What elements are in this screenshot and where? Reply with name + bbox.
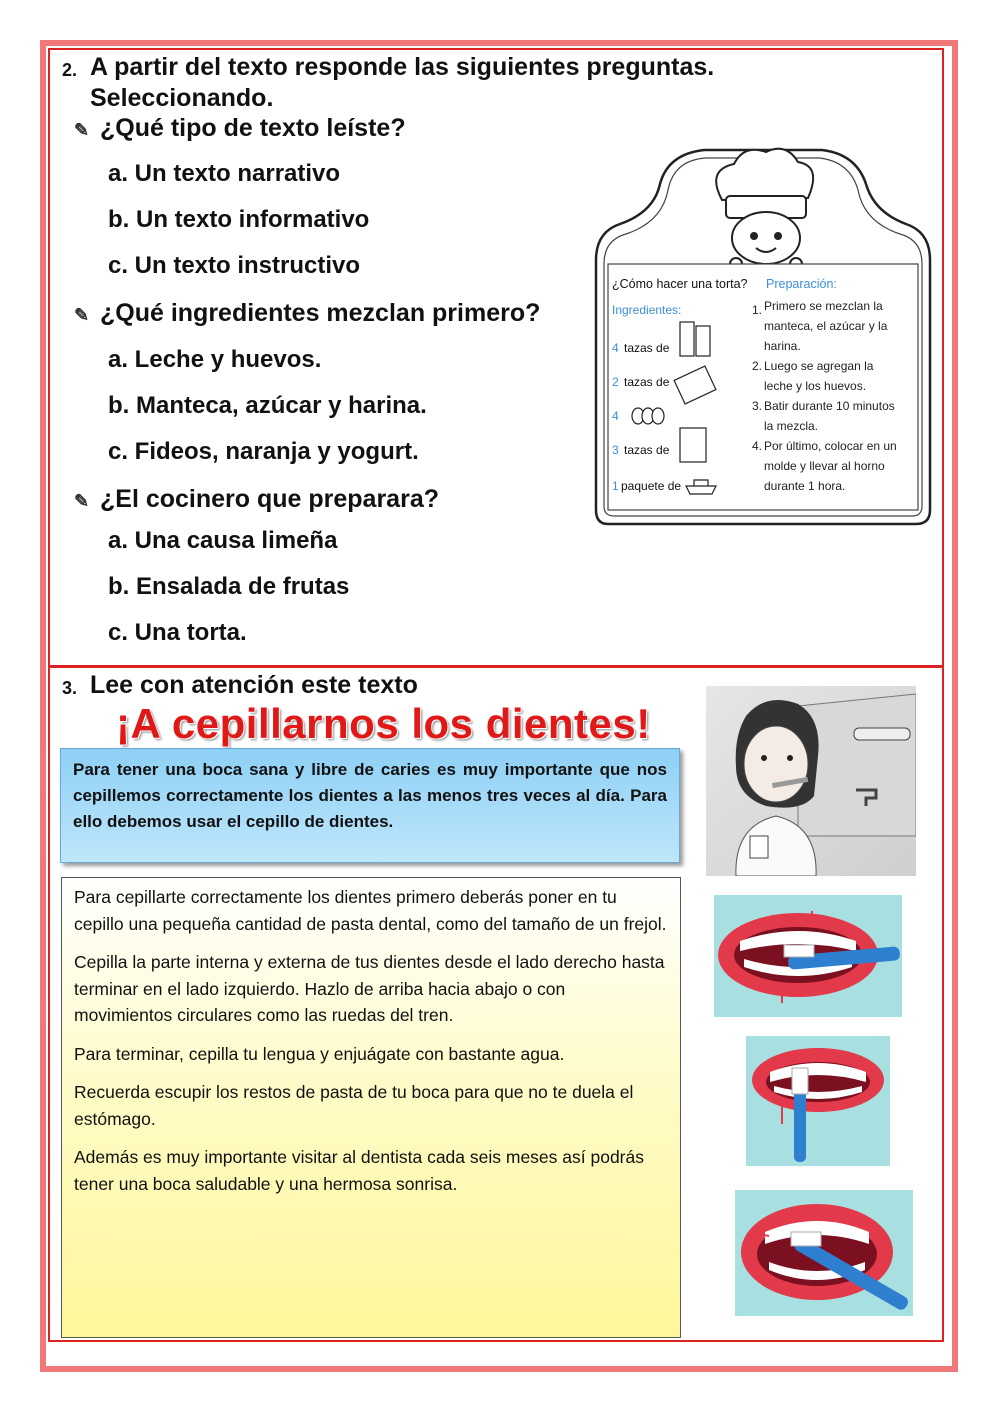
step-number: 3.	[752, 399, 763, 413]
reading-box	[61, 877, 681, 1338]
q2-heading	[90, 52, 714, 114]
flour-bag-icon	[680, 428, 706, 462]
reading-paragraph: Cepilla la parte interna y externa de tus dientes desde el lado derecho hasta terminar en el lado izquierdo. Hazlo de arriba hacia abajo o con movimientos circulares como las ruedas del tren.	[74, 952, 665, 1025]
reading-paragraph: Para cepillarte correctamente los dientes primero deberás poner en tu cepillo una pequeña cantidad de pasta dental, como del tamaño de un frejol.	[74, 887, 667, 934]
step-line: leche y los huevos.	[764, 379, 867, 393]
question-3-text: ¿El cocinero que preparara?	[100, 485, 439, 513]
q3-number: 3.	[62, 678, 78, 698]
ingredient-qty: 4	[612, 341, 619, 355]
step-number: 2.	[752, 359, 763, 373]
question-1-option-c[interactable]: c. Un texto instructivo	[108, 252, 361, 279]
reading-title: ¡A cepillarnos los dientes!	[116, 700, 651, 747]
q2-heading-line2: Seleccionando.	[90, 84, 274, 112]
reading-paragraph: Además es muy importante visitar al dentista cada seis meses así podrás tener una boca saludable y una hermosa sonrisa.	[74, 1147, 644, 1194]
milk-carton-icon	[680, 322, 694, 356]
question-2	[74, 299, 540, 328]
ingredient-text: tazas de	[624, 341, 670, 355]
question-3-option-a[interactable]: a. Una causa limeña	[108, 527, 338, 554]
reading-paragraph: Para terminar, cepilla tu lengua y enjuágate con bastante agua.	[74, 1043, 565, 1064]
question-1-text: ¿Qué tipo de texto leíste?	[100, 114, 406, 142]
question-2-option-c[interactable]: c. Fideos, naranja y yogurt.	[108, 438, 419, 465]
reading-paragraph: Recuerda escupir los restos de pasta de tu boca para que no te duela el estómago.	[74, 1082, 634, 1129]
ingredient-qty: 3	[612, 443, 619, 457]
recipe-prep-title: Preparación:	[766, 277, 837, 291]
ingredient-qty: 1	[612, 479, 619, 493]
intro-text: Para tener una boca sana y libre de caries es muy importante que nos cepillemos correctamente los dientes a las menos tres veces al día. Para ello debemos usar el cepillo de dientes.	[73, 760, 667, 831]
step-line: manteca, el azúcar y la	[764, 319, 888, 333]
step-number: 4.	[752, 439, 763, 453]
q3-heading: Lee con atención este texto	[90, 671, 418, 699]
ingredient-text: tazas de	[624, 443, 670, 457]
question-3-option-c[interactable]: c. Una torta.	[108, 619, 247, 646]
pencil-icon: ✎	[74, 491, 90, 511]
ingredient-text: paquete de	[621, 479, 682, 493]
ingredient-qty: 2	[612, 375, 619, 389]
q2-number: 2.	[62, 60, 78, 80]
egg-icon	[652, 408, 664, 424]
pencil-icon: ✎	[74, 120, 90, 140]
step-line: molde y llevar al horno	[764, 459, 885, 473]
step-line: harina.	[764, 339, 801, 353]
step-line: la mezcla.	[764, 419, 819, 433]
brushing-diagram-1	[714, 895, 902, 1017]
question-2-option-b[interactable]: b. Manteca, azúcar y harina.	[108, 392, 427, 419]
brushing-diagram-2	[746, 1036, 890, 1166]
pencil-icon: ✎	[74, 305, 90, 325]
recipe-card	[594, 140, 932, 528]
question-3-option-b[interactable]: b. Ensalada de frutas	[108, 573, 350, 600]
question-1	[74, 114, 406, 143]
brushing-diagram-3	[735, 1190, 913, 1316]
step-line: Luego se agregan la	[764, 359, 874, 373]
question-1-option-a[interactable]: a. Un texto narrativo	[108, 160, 341, 187]
ingredient-text: tazas de	[624, 375, 670, 389]
step-line: durante 1 hora.	[764, 479, 846, 493]
step-line: Batir durante 10 minutos	[764, 399, 895, 413]
recipe-title: ¿Cómo hacer una torta?	[612, 277, 748, 291]
question-1-option-b[interactable]: b. Un texto informativo	[108, 206, 370, 233]
question-3	[74, 485, 439, 514]
q2-heading-line1: A partir del texto responde las siguientes preguntas.	[90, 53, 715, 81]
step-number: 1.	[752, 303, 763, 317]
ingredient-qty: 4	[612, 409, 619, 423]
question-2-option-a[interactable]: a. Leche y huevos.	[108, 346, 322, 373]
toothpaste-icon	[854, 728, 910, 740]
milk-carton-icon	[696, 326, 710, 356]
section-divider	[48, 665, 944, 668]
intro-box	[60, 748, 680, 863]
recipe-ingredients-title: Ingredientes:	[612, 303, 682, 317]
step-line: Por último, colocar en un	[764, 439, 897, 453]
step-line: Primero se mezclan la	[764, 299, 883, 313]
girl-brushing-picture	[706, 686, 916, 876]
question-2-text: ¿Qué ingredientes mezclan primero?	[100, 299, 541, 327]
